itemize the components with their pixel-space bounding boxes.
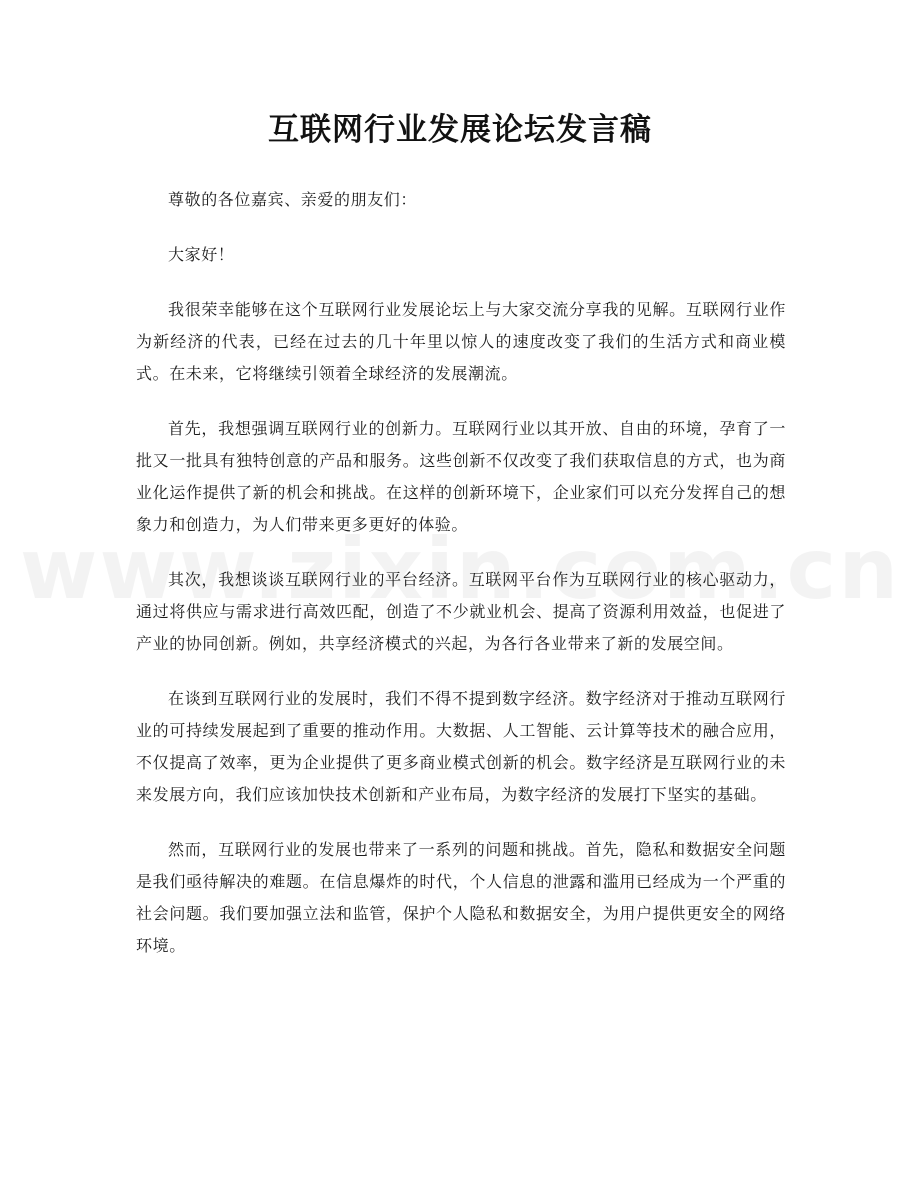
salutation: 尊敬的各位嘉宾、亲爱的朋友们： <box>168 190 418 209</box>
paragraph-challenges: 然而，互联网行业的发展也带来了一系列的问题和挑战。首先，隐私和数据安全问题是我们亟待解决的难题。在信息爆炸的时代，个人信息的泄露和滥用已经成为一个严重的社会问题。我们要加强立法和监管，保护个人隐私和数据安全，为用户提供更安全的网络环境。 <box>136 840 786 955</box>
paragraph-innovation: 首先，我想强调互联网行业的创新力。互联网行业以其开放、自由的环境，孕育了一批又一批具有独特创意的产品和服务。这些创新不仅改变了我们获取信息的方式，也为商业化运作提供了新的机会和挑战。在这样的创新环境下，企业家们可以充分发挥自己的想象力和创造力，为人们带来更多更好的体验。 <box>136 419 786 534</box>
paragraph-digital-economy: 在谈到互联网行业的发展时，我们不得不提到数字经济。数字经济对于推动互联网行业的可持续发展起到了重要的推动作用。大数据、人工智能、云计算等技术的融合应用，不仅提高了效率，更为企业提供了更多商业模式创新的机会。数字经济是互联网行业的未来发展方向，我们应该加快技术创新和产业布局，为数字经济的发展打下坚实的基础。 <box>136 689 786 804</box>
paragraph-platform-economy: 其次，我想谈谈互联网行业的平台经济。互联网平台作为互联网行业的核心驱动力，通过将供应与需求进行高效匹配，创造了不少就业机会、提高了资源利用效益，也促进了产业的协同创新。例如，共享经济模式的兴起，为各行各业带来了新的发展空间。 <box>136 570 786 653</box>
page-title: 互联网行业发展论坛发言稿 <box>268 112 652 148</box>
greeting: 大家好！ <box>168 245 235 264</box>
paragraph-intro: 我很荣幸能够在这个互联网行业发展论坛上与大家交流分享我的见解。互联网行业作为新经济的代表，已经在过去的几十年里以惊人的速度改变了我们的生活方式和商业模式。在未来，它将继续引领着全球经济的发展潮流。 <box>136 300 786 383</box>
document-body <box>136 184 786 985</box>
